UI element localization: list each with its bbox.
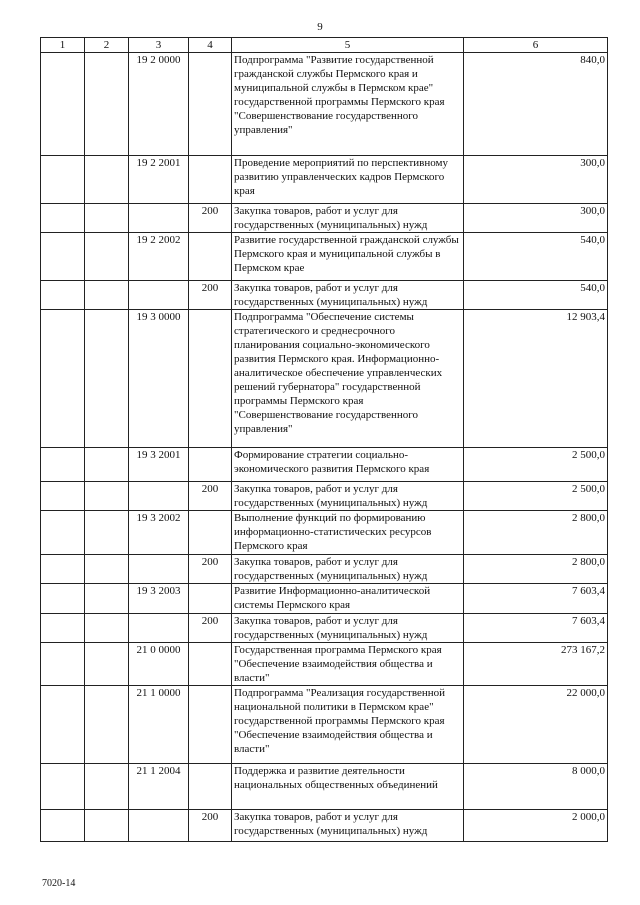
table-row [41,281,608,310]
table-row [41,53,608,156]
cell-c1 [41,584,85,614]
cell-c2 [85,810,129,842]
cell-c4 [189,584,232,614]
cell-c1 [41,555,85,584]
cell-c2 [85,555,129,584]
cell-c5: Закупка товаров, работ и услуг для государственных (муниципальных) нужд [232,555,464,584]
column-header: 4 [189,38,232,53]
cell-c6: 840,0 [464,53,608,156]
column-header: 6 [464,38,608,53]
cell-c2 [85,614,129,643]
cell-c2 [85,204,129,233]
cell-c4: 200 [189,281,232,310]
cell-c2 [85,156,129,204]
cell-c6: 273 167,2 [464,643,608,686]
cell-c4 [189,448,232,482]
column-header: 3 [129,38,189,53]
cell-c2 [85,233,129,281]
cell-c3: 19 3 0000 [129,310,189,448]
cell-c5: Формирование стратегии социально-экономического развития Пермского края [232,448,464,482]
cell-c2 [85,584,129,614]
cell-c4: 200 [189,482,232,511]
table-row [41,686,608,764]
cell-c5: Развитие государственной гражданской службы Пермского края и муниципальной службы в Пермском крае [232,233,464,281]
cell-c6: 22 000,0 [464,686,608,764]
cell-c3 [129,281,189,310]
cell-c6: 8 000,0 [464,764,608,810]
table-row [41,764,608,810]
cell-c2 [85,310,129,448]
table-row [41,482,608,511]
table-row [41,584,608,614]
column-header: 1 [41,38,85,53]
cell-c6: 12 903,4 [464,310,608,448]
cell-c5: Закупка товаров, работ и услуг для государственных (муниципальных) нужд [232,204,464,233]
table-body [41,53,608,842]
cell-c4: 200 [189,810,232,842]
cell-c5: Закупка товаров, работ и услуг для государственных (муниципальных) нужд [232,614,464,643]
cell-c4: 200 [189,204,232,233]
cell-c5: Закупка товаров, работ и услуг для государственных (муниципальных) нужд [232,810,464,842]
cell-c2 [85,764,129,810]
table-row [41,810,608,842]
cell-c5: Закупка товаров, работ и услуг для государственных (муниципальных) нужд [232,281,464,310]
cell-c1 [41,614,85,643]
cell-c2 [85,482,129,511]
cell-c5: Подпрограмма "Реализация государственной национальной политики в Пермском крае" государственной программы Пермского края "Обеспечение взаимодействия общества и власти" [232,686,464,764]
cell-c1 [41,281,85,310]
cell-c3 [129,614,189,643]
cell-c6: 540,0 [464,233,608,281]
table-row [41,555,608,584]
table-row [41,448,608,482]
cell-c3: 19 3 2003 [129,584,189,614]
cell-c1 [41,686,85,764]
table-row [41,643,608,686]
table-row [41,310,608,448]
budget-table [40,37,608,842]
cell-c5: Закупка товаров, работ и услуг для государственных (муниципальных) нужд [232,482,464,511]
cell-c3: 21 1 2004 [129,764,189,810]
cell-c2 [85,448,129,482]
cell-c4 [189,764,232,810]
cell-c6: 2 800,0 [464,511,608,555]
cell-c1 [41,482,85,511]
cell-c4 [189,686,232,764]
footer-code: 7020-14 [42,878,76,889]
cell-c4: 200 [189,555,232,584]
column-header: 5 [232,38,464,53]
table-row [41,614,608,643]
cell-c3: 19 2 2002 [129,233,189,281]
cell-c6: 7 603,4 [464,614,608,643]
cell-c5: Выполнение функций по формированию информационно-статистических ресурсов Пермского края [232,511,464,555]
cell-c5: Подпрограмма "Развитие государственной гражданской службы Пермского края и муниципальной службы в Пермском крае" государственной программы Пермского края "Совершенствование государственного управления" [232,53,464,156]
cell-c3: 19 2 2001 [129,156,189,204]
cell-c3 [129,555,189,584]
cell-c5: Развитие Информационно-аналитической системы Пермского края [232,584,464,614]
cell-c4 [189,156,232,204]
cell-c6: 2 500,0 [464,448,608,482]
cell-c3: 19 3 2001 [129,448,189,482]
cell-c4 [189,643,232,686]
cell-c3: 21 0 0000 [129,643,189,686]
table-row [41,511,608,555]
cell-c6: 540,0 [464,281,608,310]
cell-c4 [189,233,232,281]
cell-c3 [129,204,189,233]
cell-c1 [41,310,85,448]
cell-c2 [85,53,129,156]
cell-c2 [85,511,129,555]
cell-c1 [41,511,85,555]
cell-c5: Государственная программа Пермского края "Обеспечение взаимодействия общества и власти" [232,643,464,686]
cell-c6: 7 603,4 [464,584,608,614]
cell-c6: 2 800,0 [464,555,608,584]
cell-c2 [85,686,129,764]
cell-c5: Подпрограмма "Обеспечение системы стратегического и среднесрочного планирования социально-экономического развития Пермского края. Информационно-аналитическое обеспечение управленческих решений губернатора" государственной программы Пермского края "Совершенствование государственного управления" [232,310,464,448]
cell-c5: Проведение мероприятий по перспективному развитию управленческих кадров Пермского края [232,156,464,204]
cell-c3: 19 3 2002 [129,511,189,555]
cell-c1 [41,53,85,156]
column-header: 2 [85,38,129,53]
cell-c1 [41,643,85,686]
cell-c1 [41,233,85,281]
cell-c3 [129,810,189,842]
cell-c6: 2 500,0 [464,482,608,511]
cell-c3: 19 2 0000 [129,53,189,156]
cell-c6: 300,0 [464,204,608,233]
table-header-row [41,38,608,53]
cell-c4: 200 [189,614,232,643]
cell-c1 [41,764,85,810]
table-row [41,156,608,204]
table-row [41,204,608,233]
cell-c6: 300,0 [464,156,608,204]
cell-c1 [41,448,85,482]
cell-c5: Поддержка и развитие деятельности национальных общественных объединений [232,764,464,810]
cell-c3 [129,482,189,511]
cell-c2 [85,281,129,310]
table-row [41,233,608,281]
cell-c6: 2 000,0 [464,810,608,842]
cell-c3: 21 1 0000 [129,686,189,764]
cell-c1 [41,204,85,233]
cell-c4 [189,310,232,448]
cell-c1 [41,156,85,204]
cell-c2 [85,643,129,686]
cell-c4 [189,53,232,156]
cell-c4 [189,511,232,555]
cell-c1 [41,810,85,842]
page-number: 9 [317,21,323,33]
